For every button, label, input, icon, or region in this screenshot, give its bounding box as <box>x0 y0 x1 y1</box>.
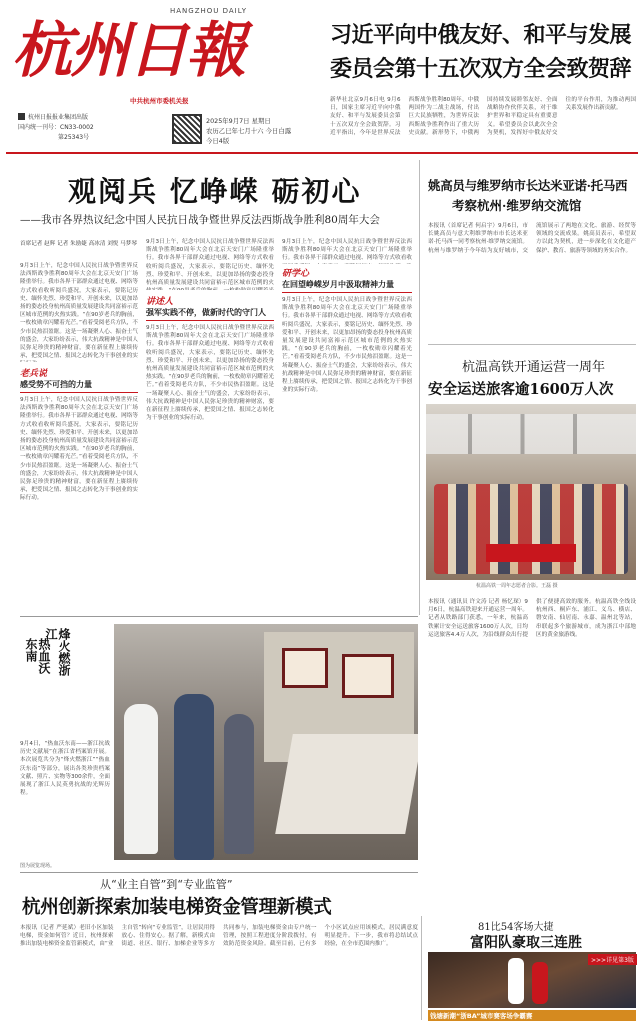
tag-veteran <box>20 366 138 393</box>
feature-body-col3: 9月3日上午，纪念中国人民抗日战争暨世界反法西斯战争胜利80周年大会在北京天安门广场隆重举行。我市各界干部群众通过电视、网络等方式收看收 <box>282 239 412 262</box>
feature-byline: 首席记者 赵辉 记者 朱励婕 高冰清 刘悦 马梦琴 <box>20 241 137 247</box>
rail-body: 本报讯（通讯员 许文涛 记者 杨忆琛）9月6日，杭温高铁迎来开通运营一周年。记者从铁路部门获悉，一年来，杭温高铁累计安全运送旅客1600万人次，日均运送旅客4.4万人次，为沿线群众出行提供了便捷高效的服务。杭温高铁全线设杭州西、桐庐东、浦江、义乌、横店、磐安南、仙居南、永嘉、温州北等站，串联起多个旅游城市，成为浙江中部地区的黄金旅游线。 <box>428 599 636 638</box>
masthead-divider <box>6 152 638 154</box>
elevator-body: 本报讯（记者 严延斌）老旧小区加装电梯，资金如何管？近日，杭州探索推出加装电梯资金监管新模式，由“业主自管”转向“专业监管”，让居民用得放心、住得安心。据了解，新模式由街道、社区、银行、加梯企业等多方共同参与，加装电梯资金由专户统一管理，按照工程进度分阶段拨付，有效防范资金风险。截至目前，已有多个小区试点应用该模式，居民满意度明显提升。下一步，我市将总结试点经验，在全市范围内推广。 <box>20 925 418 948</box>
logo-en: HANGZHOU DAILY <box>170 7 247 15</box>
elevator-title[interactable]: 杭州创新探索加装电梯资金管理新模式 <box>22 897 332 918</box>
visitor-1 <box>124 704 158 854</box>
cn-number: 国内统一刊号：CN33-0002 <box>18 124 94 131</box>
publisher-info <box>18 113 188 143</box>
rail-title1[interactable]: 杭温高铁开通运营一周年 <box>462 360 606 375</box>
basketball-player <box>532 962 548 1004</box>
qr-icon <box>18 113 25 120</box>
exhibit-frame <box>342 654 394 698</box>
inset-title-col2: 热血沃东南 <box>24 638 51 674</box>
sports-kicker: 81比54客场大捷 <box>478 922 554 933</box>
publisher: 杭州日报报业集团出版 <box>28 114 89 121</box>
tag-study-sub: 在回望峥嵘岁月中汲取精神力量 <box>282 279 412 293</box>
inset-body: 9月4日，“热血沃东南——浙江抗战历史文献展”在浙江省档案馆开展。本次展览共分为“烽火燃浙江”“热血沃东南”等部分，展出各类珍贵档案文献、照片、实物等300余件，全面展现了浙江人民英勇抗战的光辉历程。 <box>20 741 110 797</box>
rail-divider <box>428 344 636 345</box>
qr-code <box>172 114 202 144</box>
rail-photo-caption: 杭温高铁一周年志愿者合影。王磊 摄 <box>476 583 558 589</box>
feature-body-col2b: 9月3日上午，纪念中国人民抗日战争暨世界反法西斯战争胜利80周年大会在北京天安门广场隆重举行。我市各界干部群众通过电视、网络等方式收看收听阅兵盛况，大家表示，要铭记历史、缅怀先烈、珍爱和平、开创未来，以更加昂扬的姿态投身杭州高质量发展建设共同富裕示范区城市范例的火热实践。“在90岁老兵的胸前，一枚枚勋章闪耀着光芒。”看着受阅老兵方队，不少市民热泪盈眶。这是一场凝聚人心、振奋士气的盛会，大家纷纷表示，伟大抗战精神是中国人民弥足珍贵的精神财富，要在新征程上赓续传承，把爱国之情、报国之志转化为干事创业的实际行动。 <box>146 325 274 422</box>
basketball-player <box>508 958 524 1004</box>
lead-headline-line1[interactable]: 习近平向中俄友好、和平与发展 <box>330 22 632 48</box>
visitor-3 <box>224 714 254 854</box>
tag-study <box>282 266 412 293</box>
rail-title2[interactable]: 安全运送旅客逾1600万人次 <box>428 381 614 398</box>
inset-title-col1: 烽火燃浙江 <box>44 628 71 676</box>
masthead <box>0 0 644 150</box>
inset-title[interactable] <box>22 628 86 678</box>
tag-veteran-label: 老兵说 <box>20 369 48 379</box>
date-info <box>206 116 291 146</box>
page-count: 今日4版 <box>206 137 230 145</box>
inset-photo-caption: 图为展览现场。 <box>20 863 56 869</box>
tag-study-label: 研学心 <box>282 269 310 279</box>
feature-body-col1: 9月3日上午，纪念中国人民抗日战争暨世界反法西斯战争胜利80周年大会在北京天安门广场隆重举行。我市各界干部群众通过电视、网络等方式收看收听阅兵盛况，大家表示，要铭记历史、缅怀先烈、珍爱和平、开创未来，以更加昂扬的姿态投身杭州高质量发展建设共同富裕示范区城市范例的火热实践。“在90岁老兵的胸前，一枚枚勋章闪耀着光芒。”看着受阅老兵方队，不少市民热泪盈眶。这是一场凝聚人心、振奋士气的盛会，大家纷纷表示，伟大抗战精神是中国人民弥足珍贵的精神财富，要在新征程上赓续传承，把爱国之情、报国之志转化为干事创业的实 <box>20 263 138 360</box>
side-story-title2[interactable]: 考察杭州·维罗纳交流馆 <box>452 198 582 213</box>
display-case <box>275 734 418 834</box>
rail-photo[interactable] <box>426 404 636 580</box>
sports-banner: 钱塘新潮“浙BA”城市赛客场争霸赛 <box>428 1010 636 1021</box>
issue-number: 第25343号 <box>58 134 90 141</box>
visitor-2 <box>174 694 214 860</box>
train-window-strip <box>426 414 636 454</box>
tag-veteran-sub: 感受势不可挡的力量 <box>20 379 138 393</box>
lead-story-body: 新华社北京9月6日电 9月6日，国家主席习近平向中俄友好、和平与发展委员会第十五次双方全会致贺辞。习近平指出，今年是世界反法西斯战争胜利80周年。中俄两国作为二战主战场，付出巨大民族牺牲，为世界反法西斯战争胜利作出了重大历史贡献。新形势下，中俄两国持续发展睦邻友好、全面战略协作伙伴关系，对于维护世界和平稳定具有重要意义。希望委员会以此次全会为契机，发挥好中俄友好交往的平台作用，为推动两国关系发展作出新贡献。 <box>330 97 636 136</box>
sports-ref[interactable]: >>>详见第3版 <box>588 954 637 965</box>
feature-body-col1b: 9月3日上午，纪念中国人民抗日战争暨世界反法西斯战争胜利80周年大会在北京天安门广场隆重举行。我市各界干部群众通过电视、网络等方式收看收听阅兵盛况，大家表示，要铭记历史、缅怀先烈、珍爱和平、开创未来，以更加昂扬的姿态投身杭州高质量发展建设共同富裕示范区城市范例的火热实践。“在90岁老兵的胸前，一枚枚勋章闪耀着光芒。”看着受阅老兵方队，不少市民热泪盈眶。这是一场凝聚人心、振奋士气的盛会，大家纷纷表示，伟大抗战精神是中国人民弥足珍贵的精神财富，要在新征程上赓续传承，把爱国之情、报国之志转化为干事创业的实际行动。 <box>20 397 138 502</box>
bottom-rule <box>20 872 418 873</box>
exhibit-frame <box>282 648 328 688</box>
lead-headline-line2[interactable]: 委员会第十五次双方全会致贺辞 <box>330 56 632 82</box>
lunar-line: 农历乙巳年七月十六 今日白露 <box>206 127 292 135</box>
column-rule <box>419 160 420 615</box>
side-story-title1[interactable]: 姚高员与维罗纳市长达米亚诺·托马西 <box>428 178 628 193</box>
feature-subtitle: ——我市各界热议纪念中国人民抗日战争暨世界反法西斯战争胜利80周年大会 <box>20 214 380 226</box>
feature-title[interactable]: 观阅兵 忆峥嵘 砺初心 <box>68 175 362 208</box>
sports-title[interactable]: 富阳队豪取三连胜 <box>470 935 582 951</box>
tag-speaker-sub: 强军实践不停，做新时代的守门人 <box>146 307 274 321</box>
date-line: 2025年9月7日 星期日 <box>206 117 271 125</box>
newspaper-logo[interactable]: 杭州日報 <box>12 16 244 86</box>
side-story-body: 本报讯（首席记者 何启宇）9月6日，市长姚高员与意大利维罗纳市市长达米亚诺·托马西一同考察杭州·维罗纳交流馆。杭州与维罗纳于今年结为友好城市，交流馆展示了两地在文化、旅游、经贸等领域的交流成果。姚高员表示，希望双方以此为契机，进一步深化在文化遗产保护、教育、旅游等领域的务实合作。 <box>428 223 636 254</box>
tag-speaker-label: 讲述人 <box>146 297 174 307</box>
banner <box>486 544 576 562</box>
inset-rule <box>20 616 418 617</box>
inset-photo[interactable] <box>114 624 418 860</box>
tag-speaker <box>146 294 274 321</box>
column-rule <box>421 916 422 1020</box>
feature-body-col2: 9月3日上午，纪念中国人民抗日战争暨世界反法西斯战争胜利80周年大会在北京天安门广场隆重举行。我市各界干部群众通过电视、网络等方式收看收听阅兵盛况，大家表示，要铭记历史、缅怀先烈、珍爱和平、开创未来，以更加昂扬的姿态投身杭州高质量发展建设共同富裕示范区城市范例的火 <box>146 239 274 287</box>
elevator-kicker: 从“业主自管”到“专业监管” <box>100 878 233 891</box>
feature-body-col3b: 9月3日上午，纪念中国人民抗日战争暨世界反法西斯战争胜利80周年大会在北京天安门广场隆重举行。我市各界干部群众通过电视、网络等方式收看收听阅兵盛况，大家表示，要铭记历史、缅怀先烈、珍爱和平、开创未来，以更加昂扬的姿态投身杭州高质量发展建设共同富裕示范区城市范例的火热实践。“在90岁老兵的胸前，一枚枚勋章闪耀着光芒。”看着受阅老兵方队，不少市民热泪盈眶。这是一场凝聚人心、振奋士气的盛会，大家纷纷表示，伟大抗战精神是中国人民弥足珍贵的精神财富，要在新征程上赓续传承，把爱国之情、报国之志转化为干事创业的实际行动。 <box>282 297 412 394</box>
org-line: 中共杭州市委机关报 <box>130 97 189 105</box>
